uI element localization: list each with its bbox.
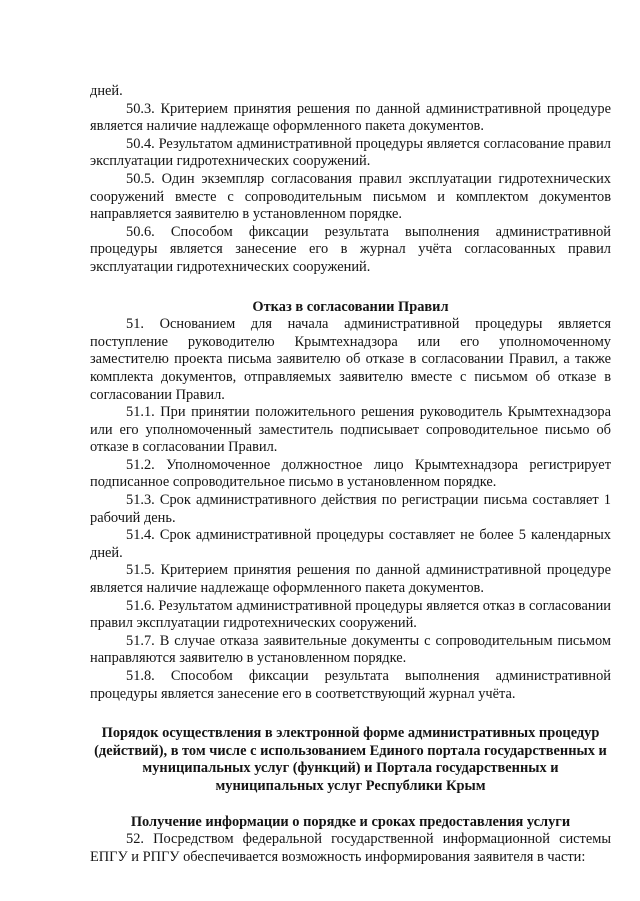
paragraph-51-1: 51.1. При принятии положительного решения руководитель Крымтехнадзора или его уполномоченный заместитель подписывает сопроводительное письмо об отказе в согласовании Правил.: [90, 404, 611, 456]
paragraph-50-6: 50.6. Способом фиксации результата выполнения административной процедуры является занесение его в журнал учёта согласованных правил эксплуатации гидротехнических сооружений.: [90, 223, 611, 275]
paragraph-51-8: 51.8. Способом фиксации результата выполнения административной процедуры является занесение его в соответствующий журнал учёта.: [90, 668, 611, 702]
paragraph-52: 52. Посредством федеральной государственной информационной системы ЕПГУ и РПГУ обеспечивается возможность информирования заявителя в части:: [90, 831, 611, 865]
heading-electronic-line-2: (действий), в том числе с использованием Единого портала государственных и: [94, 742, 607, 759]
paragraph-51-5: 51.5. Критерием принятия решения по данной административной процедуре является наличие надлежаще оформленного пакета документов.: [90, 562, 611, 597]
heading-electronic-line-3: муниципальных услуг (функций) и Портала государственных и: [142, 760, 559, 777]
paragraph-50-4: 50.4. Результатом административной процедуры является согласование правил эксплуатации гидротехнических сооружений.: [90, 135, 611, 170]
paragraph-continuation: дней.: [90, 83, 123, 99]
section-spacer: [90, 796, 611, 814]
paragraph-51-7: 51.7. В случае отказа заявительные документы с сопроводительным письмом направляются заявителю в установленном порядке.: [90, 632, 611, 667]
paragraph-51-6: 51.6. Результатом административной процедуры является отказ в согласовании правил эксплуатации гидротехнических сооружений.: [90, 597, 611, 632]
paragraph-51-3: 51.3. Срок административного действия по регистрации письма составляет 1 рабочий день.: [90, 492, 611, 526]
section-spacer: [90, 703, 611, 725]
paragraph-51: 51. Основанием для начала административной процедуры является поступление руководителю Крымтехнадзора или его уполномоченному заместителю проекта письма заявителю об отказе в согласовании Правил, а также комплекта документов, отправляемых заявителю вместе с письмом об отказе в согласовании Правил.: [90, 316, 611, 403]
heading-electronic-line-4: муниципальных услуг Республики Крым: [215, 777, 486, 794]
paragraph-50-5: 50.5. Один экземпляр согласования правил эксплуатации гидротехнических сооружений вместе с сопроводительным письмом и комплектом документов направляется заявителю в установленном порядке.: [90, 170, 611, 223]
page-content: [90, 83, 611, 866]
paragraph-51-2: 51.2. Уполномоченное должностное лицо Крымтехнадзора регистрирует подписанное сопроводительное письмо в установленном порядке.: [90, 456, 611, 491]
heading-refusal: Отказ в согласовании Правил: [252, 298, 449, 315]
section-spacer: [90, 277, 611, 299]
paragraph-51-4: 51.4. Срок административной процедуры составляет не более 5 календарных дней.: [90, 527, 611, 561]
paragraph-50-3: 50.3. Критерием принятия решения по данной административной процедуре является наличие надлежаще оформленного пакета документов.: [90, 100, 611, 135]
heading-information: Получение информации о порядке и сроках предоставления услуги: [130, 813, 571, 830]
heading-electronic-line-1: Порядок осуществления в электронной форме административных процедур: [101, 725, 600, 742]
